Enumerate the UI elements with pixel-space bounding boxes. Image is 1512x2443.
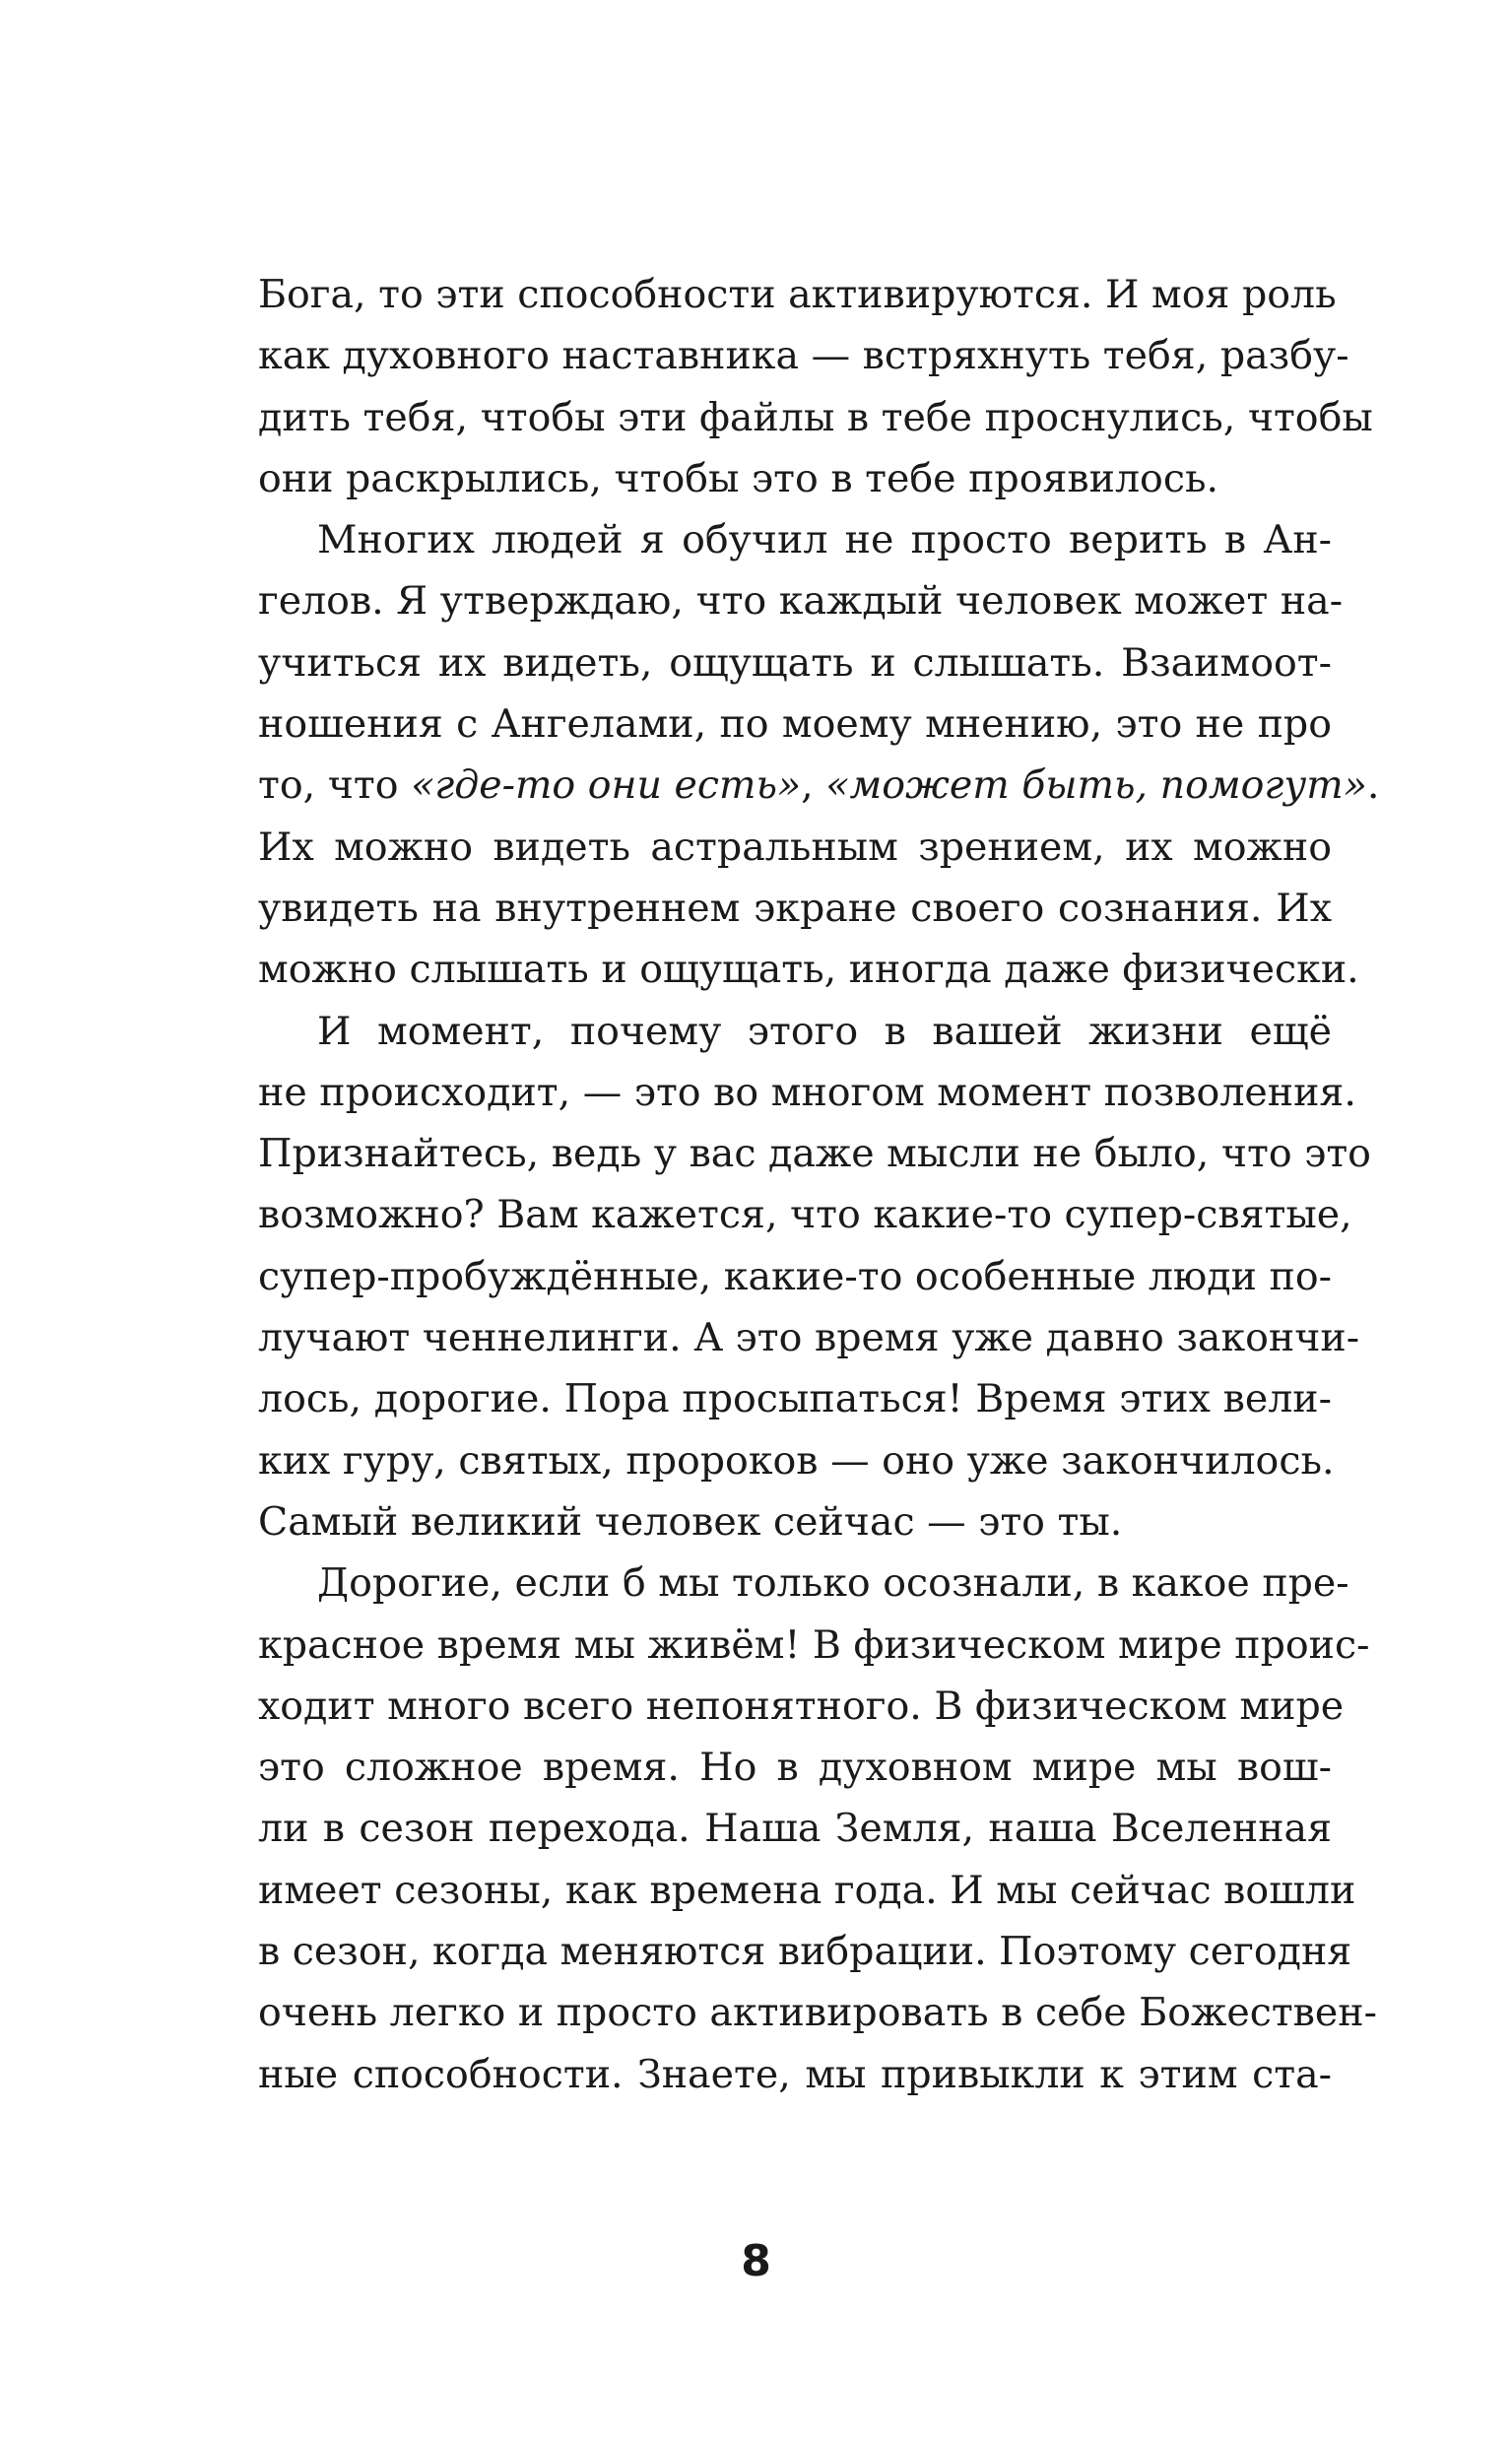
text-line: это сложное время. Но в духовном мире мы вош- [258,1745,1332,1791]
text-line: Их можно видеть астральным зрением, их можно [258,824,1332,870]
text-line: ношения с Ангелами, по моему мнению, это не про [258,701,1332,748]
paragraph-2 [258,509,1380,1000]
text-line: очень легко и просто активировать в себе Божествен- [258,1990,1377,2036]
text-fragment: . [1366,762,1380,809]
paragraph-1 [258,264,1373,509]
body-text [258,264,1380,2105]
text-line: Бога, то эти способности активируются. И моя роль [258,272,1337,317]
page-number: 8 [741,2236,771,2286]
text-line: увидеть на внутреннем экране своего сознания. Их [258,885,1332,931]
text-line: лучают ченнелинги. А это время уже давно закончи- [258,1315,1360,1361]
text-line: гелов. Я утверждаю, что каждый человек может на- [258,578,1344,625]
text-line: можно слышать и ощущать, иногда даже физически. [258,947,1359,993]
text-line: лось, дорогие. Пора просыпаться! Время этих вели- [258,1376,1332,1422]
text-line: возможно? Вам кажется, что какие-то супер-святые, [258,1192,1352,1238]
text-fragment: то, что [258,762,412,809]
text-line: учиться их видеть, ощущать и слышать. Взаимоот- [258,639,1332,686]
text-line: ких гуру, святых, пророков — оно уже закончилось. [258,1437,1335,1484]
text-fragment: , [801,762,826,809]
text-line: в сезон, когда меняются вибрации. Поэтому сегодня [258,1929,1352,1975]
text-line: Признайтесь, ведь у вас даже мысли не было, что это [258,1131,1371,1177]
text-line: супер-пробуждённые, какие-то особенные люди по- [258,1253,1332,1299]
text-line: не происходит, — это во многом момент позволения. [258,1069,1356,1115]
paragraph-3 [258,1001,1371,1553]
text-line: Самый великий человек сейчас — это ты. [258,1498,1123,1545]
text-line: ходит много всего непонятного. В физическом мире [258,1683,1345,1729]
text-line: как духовного наставника — встряхнуть тебя, разбу- [258,333,1349,379]
text-line: Дорогие, если б мы только осознали, в какое пре- [317,1560,1349,1607]
italic-quote: «может быть, помогут» [825,762,1367,809]
text-line: дить тебя, чтобы эти файлы в тебе проснулись, чтобы [258,394,1373,440]
text-line: красное время мы живём! В физическом мире проис- [258,1621,1370,1668]
text-line: имеет сезоны, как времена года. И мы сейчас вошли [258,1867,1356,1913]
text-line: они раскрылись, чтобы это в тебе проявилось. [258,455,1219,501]
text-line: ные способности. Знаете, мы привыкли к этим ста- [258,2051,1332,2097]
paragraph-4 [258,1552,1377,2105]
text-line-with-quotes [258,755,1380,816]
text-line: Многих людей я обучил не просто верить в Ан- [317,517,1332,563]
text-line: ли в сезон перехода. Наша Земля, наша Вселенная [258,1806,1332,1852]
text-line: И момент, почему этого в вашей жизни ещё [317,1008,1332,1054]
italic-quote: «где-то они есть» [411,762,802,809]
